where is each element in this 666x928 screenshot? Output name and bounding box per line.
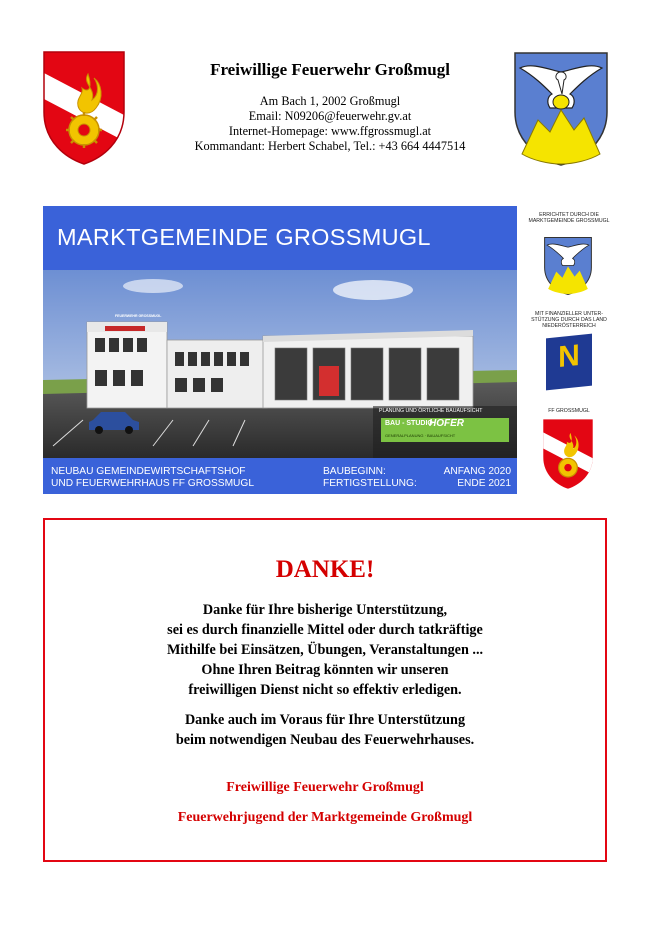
ff-emblem-svg [42, 50, 126, 166]
start-label: BAUBEGINN: [323, 466, 386, 477]
ff-emblem-small-svg [541, 418, 595, 490]
side-caption-ff: FF GROSSMUGL [548, 408, 590, 414]
thanks-line-6: Danke auch im Voraus für Ihre Unterstützung [184, 712, 466, 728]
homepage-line: Internet-Homepage: www.ffgrossmugl.at [228, 124, 432, 138]
project-name-line2: UND FEUERWEHRHAUS FF GROSSMUGL [51, 478, 255, 489]
completion-label: FERTIGSTELLUNG: [323, 478, 417, 489]
side-caption-state: MIT FINANZIELLER UNTER-STÜTZUNG DURCH DAS LAND NIEDERÖSTERREICH [531, 311, 607, 329]
completion-value: ENDE 2021 [457, 478, 511, 489]
coat-of-arms-small-svg [542, 236, 594, 296]
ff-emblem-small [541, 418, 595, 490]
commander-line: Kommandant: Herbert Schabel, Tel.: +43 664 4447514 [194, 139, 466, 153]
ff-emblem-logo [42, 50, 126, 166]
building-sign: FEUERWEHR GROSSMUGL [115, 314, 162, 318]
coat-of-arms-svg [512, 50, 610, 168]
noe-state-logo [546, 334, 592, 391]
thanks-line-7: beim notwendigen Neubau des Feuerwehrhauses. [175, 732, 475, 748]
building-rendering [43, 270, 517, 458]
project-name-line1: NEUBAU GEMEINDEWIRTSCHAFTSHOF [51, 466, 246, 477]
thanks-line-3: Mithilfe bei Einsätzen, Übungen, Veranstaltungen ... [166, 642, 484, 658]
building-rendering-svg [43, 270, 517, 458]
studio-subtitle: GENERALPLANUNG · BAUAUFSICHT [385, 433, 456, 438]
signature-youth: Feuerwehrjugend der Marktgemeinde Großmugl [177, 810, 473, 825]
thanks-line-2: sei es durch finanzielle Mittel oder durch tatkräftige [167, 622, 483, 638]
studio-brand: HOFER [429, 418, 464, 429]
construction-banner [43, 206, 517, 494]
noe-letter: N [558, 338, 580, 375]
municipal-coat-of-arms-small [542, 236, 594, 296]
planning-caption: PLANUNG UND ÖRTLICHE BAUAUFSICHT [379, 408, 483, 414]
thanks-line-4: Ohne Ihren Beitrag könnten wir unseren [201, 662, 449, 678]
municipal-coat-of-arms [512, 50, 610, 168]
thank-you-box [43, 518, 607, 862]
thanks-line-1: Danke für Ihre bisherige Unterstützung, [202, 602, 448, 618]
signature-ff: Freiwillige Feuerwehr Großmugl [226, 780, 424, 795]
start-value: ANFANG 2020 [443, 466, 511, 477]
thanks-line-5: freiwilligen Dienst nicht so effektiv erledigen. [188, 682, 462, 698]
address-line: Am Bach 1, 2002 Großmugl [259, 94, 401, 108]
email-line: Email: N09206@feuerwehr.gv.at [248, 109, 412, 123]
thank-you-title: DANKE! [275, 556, 375, 583]
side-caption-municipality: ERRICHTET DURCH DIE MARKTGEMEINDE GROSSMUGL [528, 212, 610, 224]
studio-name: BAU - STUDIO [385, 420, 433, 427]
page-title: Freiwillige Feuerwehr Großmugl [210, 60, 450, 79]
banner-title: MARKTGEMEINDE GROSSMUGL [57, 224, 431, 250]
